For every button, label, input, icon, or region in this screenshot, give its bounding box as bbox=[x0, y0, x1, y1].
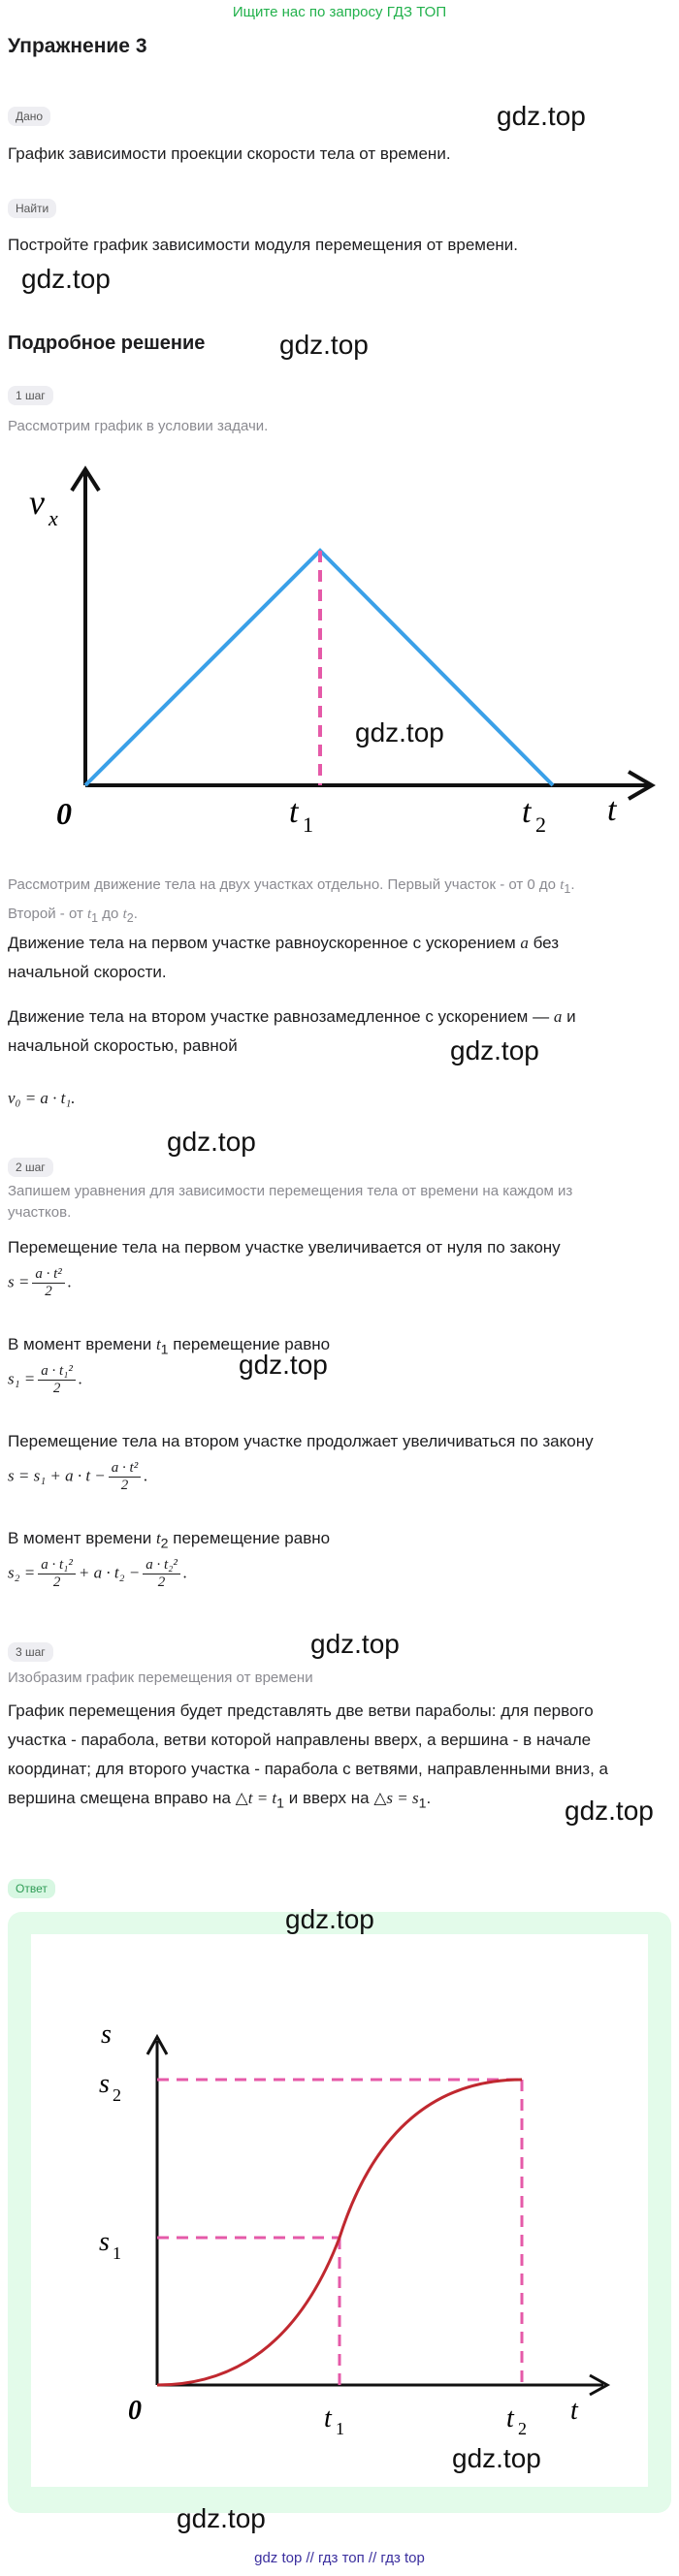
watermark: gdz.top bbox=[279, 330, 369, 360]
watermark: gdz.top bbox=[355, 717, 444, 747]
step3-caption: Изобразим график перемещения от времени bbox=[8, 1670, 313, 1686]
watermark: gdz.top bbox=[167, 1127, 256, 1157]
watermark: gdz.top bbox=[452, 2443, 541, 2473]
watermark: gdz.top bbox=[450, 1035, 539, 1065]
page-title: Упражнение 3 bbox=[8, 35, 147, 57]
formula-s1-value: s₁ = $\frac{\text{a · t₁²}}{2}$ . bbox=[8, 1363, 83, 1396]
step2-tag: 2 шаг bbox=[8, 1158, 53, 1177]
t2-sub: 2 bbox=[518, 2419, 527, 2438]
watermark: gdz.top bbox=[565, 1796, 654, 1826]
search-banner[interactable]: Ищите нас по запросу ГДЗ ТОП bbox=[232, 4, 447, 20]
formula-s1-law: s = $\frac{\text{a · t²}}{2}$ . bbox=[8, 1266, 73, 1299]
step1-tag: 1 шаг bbox=[8, 386, 53, 405]
disp2-text: Перемещение тела на втором участке продолжает увеличиваться по закону bbox=[8, 1432, 594, 1450]
moment2-text: В момент времени $t_2$ перемещение равно bbox=[8, 1529, 331, 1552]
answer-tag: Ответ bbox=[8, 1879, 55, 1898]
t1-sub: 1 bbox=[336, 2419, 344, 2438]
s2-sub: 2 bbox=[113, 2085, 121, 2105]
watermark: gdz.top bbox=[285, 1904, 374, 1934]
part2-text: Движение тела на втором участке равнозамедленное с ускорением — a и начальной скоростью, равной bbox=[8, 1007, 576, 1055]
displacement-graph bbox=[31, 1934, 648, 2487]
watermark: gdz.top bbox=[239, 1350, 328, 1380]
t2-label: t bbox=[506, 2403, 514, 2433]
watermark: gdz.top bbox=[177, 2503, 266, 2533]
origin-label: 0 bbox=[128, 2396, 142, 2426]
t1-sub: 1 bbox=[303, 812, 313, 834]
origin-label: 0 bbox=[56, 796, 72, 831]
given-tag: Дано bbox=[8, 107, 50, 126]
part1-text: Движение тела на первом участке равноускоренное с ускорением a без начальной скорости. bbox=[8, 934, 560, 981]
x-label: t bbox=[570, 2396, 578, 2426]
watermark: gdz.top bbox=[21, 264, 111, 294]
solution-heading: Подробное решение bbox=[8, 333, 206, 354]
s2-label: s bbox=[99, 2069, 110, 2099]
x-label: t bbox=[607, 792, 617, 828]
watermark: gdz.top bbox=[497, 101, 586, 131]
t2-label: t bbox=[522, 794, 532, 830]
step2-caption: Запишем уравнения для зависимости перемещения тела от времени на каждом из участков. bbox=[8, 1183, 573, 1221]
s1-label: s bbox=[99, 2227, 110, 2257]
t2-sub: 2 bbox=[535, 812, 546, 834]
t1-label: t bbox=[289, 794, 299, 830]
v0-formula: v₀ = a · t₁. bbox=[8, 1089, 76, 1107]
s1-sub: 1 bbox=[113, 2243, 121, 2263]
two-parts-text: Рассмотрим движение тела на двух участках отдельно. Первый участок - от 0 до $t_1$. Второй - от $t_1$ до $t_2$. bbox=[8, 876, 575, 925]
formula-s2-law: s = s₁ + a · t − $\frac{\text{a · t²}}{2}$ . bbox=[8, 1460, 148, 1493]
disp1-text: Перемещение тела на первом участке увеличивается от нуля по закону bbox=[8, 1238, 561, 1256]
step3-tag: 3 шаг bbox=[8, 1642, 53, 1662]
given-text: График зависимости проекции скорости тела от времени. bbox=[8, 144, 451, 163]
y-label-sub: x bbox=[48, 506, 58, 530]
velocity-graph bbox=[8, 456, 671, 834]
formula-s2-value: s₂ = $\frac{\text{a · t₁²}}{2}$ + a · t₂ − $\frac{\text{a · t₂²}}{2}$ . bbox=[8, 1557, 188, 1590]
watermark: gdz.top bbox=[310, 1629, 400, 1659]
y-label: v bbox=[29, 483, 45, 522]
graph-description: График перемещения будет представлять две ветви параболы: для первого участка - парабола, ветви которой направлены вверх, а вершина - в начале координат; для второго участка - парабола с ветвями, направленными вниз, а вершина смещена вправо на △t = $t_1$ и вверх на △s = $s_1$. bbox=[8, 1701, 608, 1812]
step1-caption: Рассмотрим график в условии задачи. bbox=[8, 418, 269, 434]
t1-label: t bbox=[324, 2403, 332, 2433]
find-tag: Найти bbox=[8, 199, 56, 218]
moment1-text: В момент времени $t_1$ перемещение равно bbox=[8, 1335, 331, 1358]
find-text: Постройте график зависимости модуля перемещения от времени. bbox=[8, 236, 519, 254]
footer-links[interactable]: gdz top // гдз топ // гдз top bbox=[254, 2550, 425, 2566]
y-label: s bbox=[101, 2019, 112, 2050]
